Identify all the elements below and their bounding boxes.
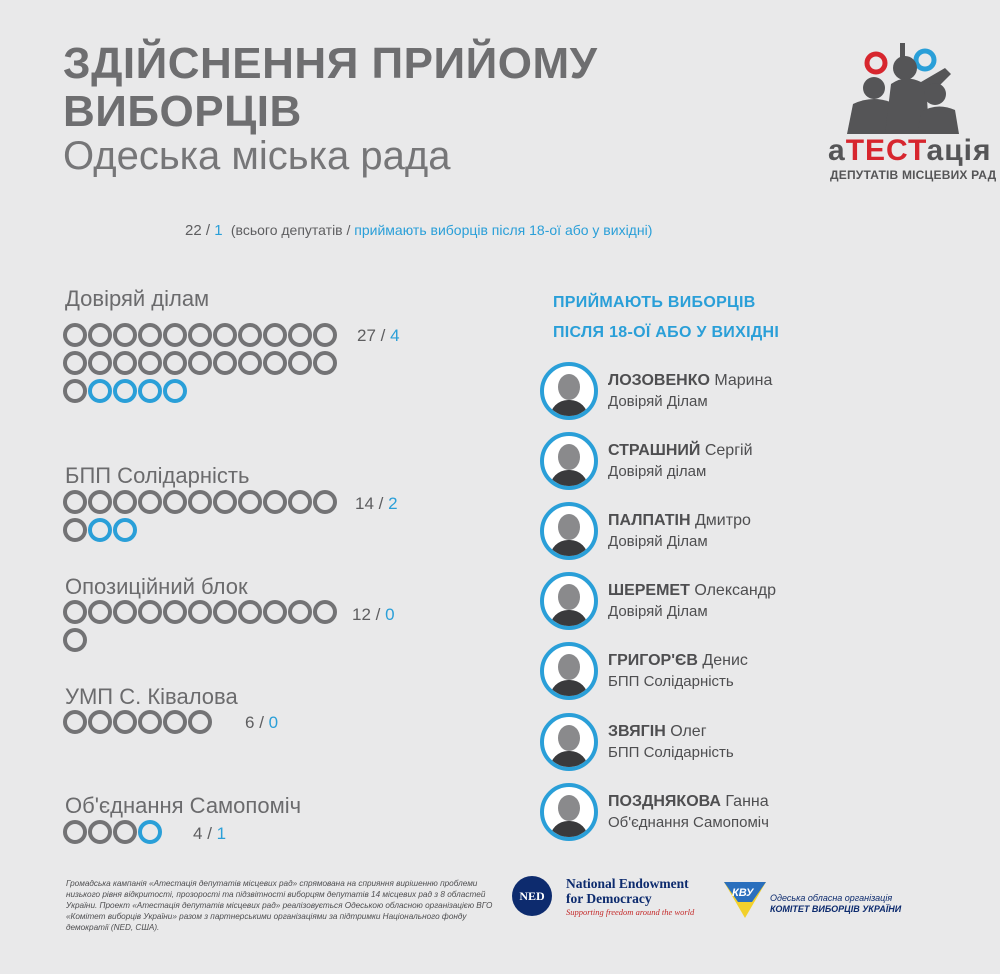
- receiving-heading: ПРИЙМАЮТЬ ВИБОРЦІВ ПІСЛЯ 18-ОЇ АБО У ВИХІДНІ: [553, 294, 780, 341]
- deputy-circle-receiving: [113, 379, 137, 403]
- party-name: Опозиційний блок: [65, 574, 248, 599]
- deputy-circle: [88, 490, 112, 514]
- deputy-circle: [138, 323, 162, 347]
- person-card: [540, 642, 860, 702]
- person-photo: [540, 432, 598, 490]
- deputy-circle: [263, 600, 287, 624]
- kvu-text: Одеська обласна організація КОМІТЕТ ВИБОРЦІВ УКРАЇНИ: [770, 893, 902, 914]
- deputy-circle: [113, 820, 137, 844]
- deputy-circle: [113, 351, 137, 375]
- party-name: Довіряй ділам: [65, 286, 210, 311]
- person-party: Довіряй Ділам: [608, 533, 708, 550]
- deputy-circle: [313, 323, 337, 347]
- person-photo: [540, 713, 598, 771]
- person-name: ГРИГОР'ЄВ Денис: [608, 652, 748, 669]
- summary-total: 22: [185, 222, 202, 239]
- deputy-circle: [213, 323, 237, 347]
- ned-tagline: Supporting freedom around the world: [566, 907, 695, 917]
- person-party: БПП Солідарність: [608, 673, 734, 690]
- person-name: СТРАШНИЙ Сергій: [608, 442, 753, 459]
- deputy-circle: [63, 628, 87, 652]
- deputy-circle: [138, 490, 162, 514]
- deputy-circle: [313, 351, 337, 375]
- person-name: ЗВЯГІН Олег: [608, 723, 707, 740]
- deputy-circle: [163, 490, 187, 514]
- deputy-circle: [288, 351, 312, 375]
- party-circles: [63, 600, 353, 656]
- person-card: [540, 362, 860, 422]
- deputy-circle: [163, 323, 187, 347]
- deputy-circle: [188, 710, 212, 734]
- deputy-circle: [138, 351, 162, 375]
- party-count: 6 / 0: [245, 713, 279, 732]
- deputy-circle: [138, 710, 162, 734]
- party-name: УМП С. Ківалова: [65, 684, 238, 709]
- person-name: ШЕРЕМЕТ Олександр: [608, 582, 776, 599]
- person-card: [540, 502, 860, 562]
- deputy-circle: [88, 820, 112, 844]
- deputy-circle: [188, 323, 212, 347]
- deputy-circle: [188, 600, 212, 624]
- deputy-circle: [263, 323, 287, 347]
- person-party: Довіряй Ділам: [608, 393, 708, 410]
- deputy-circle: [163, 710, 187, 734]
- party-count: 12 / 0: [352, 605, 395, 624]
- party-count: 4 / 1: [193, 824, 227, 843]
- deputy-circle: [63, 710, 87, 734]
- summary-receiving: 1: [214, 222, 223, 239]
- deputy-circle: [88, 600, 112, 624]
- person-photo: [540, 362, 598, 420]
- logo-wordmark: аТЕСТація: [828, 134, 992, 167]
- person-name: ПАЛПАТІН Дмитро: [608, 512, 751, 529]
- party-circles: [63, 323, 353, 407]
- person-card: [540, 572, 860, 632]
- party-name: БПП Солідарність: [65, 463, 250, 488]
- person-photo: [540, 783, 598, 841]
- deputy-circle: [63, 600, 87, 624]
- deputy-circle: [238, 323, 262, 347]
- logo-subtitle: ДЕПУТАТІВ МІСЦЕВИХ РАД: [830, 168, 997, 182]
- party-circles: [63, 490, 353, 546]
- deputy-circle: [138, 600, 162, 624]
- party-count: 27 / 4: [357, 326, 400, 345]
- deputy-circle: [163, 600, 187, 624]
- deputy-circle: [213, 490, 237, 514]
- deputy-circle-receiving: [138, 820, 162, 844]
- deputy-circle: [63, 379, 87, 403]
- deputy-circle: [288, 323, 312, 347]
- deputy-circle: [238, 351, 262, 375]
- deputy-circle: [163, 351, 187, 375]
- summary-label-receiving: приймають виборців після 18-ої або у вихідні): [354, 222, 653, 238]
- person-card: [540, 783, 860, 843]
- deputy-circle: [238, 490, 262, 514]
- deputy-circle-receiving: [88, 379, 112, 403]
- person-party: Довіряй ділам: [608, 463, 707, 480]
- summary-line: 22 / 1 (всього депутатів / приймають виборців після 18-ої або у вихідні): [185, 222, 653, 239]
- deputy-circle: [113, 710, 137, 734]
- deputy-circle: [63, 490, 87, 514]
- deputy-circle-receiving: [88, 518, 112, 542]
- person-card: [540, 713, 860, 773]
- deputy-circle: [113, 323, 137, 347]
- deputy-circle: [63, 323, 87, 347]
- deputy-circle: [263, 490, 287, 514]
- person-party: Об'єднання Самопоміч: [608, 814, 769, 831]
- deputy-circle: [213, 351, 237, 375]
- deputy-circle: [188, 490, 212, 514]
- deputy-circle: [63, 820, 87, 844]
- deputy-circle: [313, 490, 337, 514]
- deputy-circle: [63, 518, 87, 542]
- title-line-1: ЗДІЙСНЕННЯ ПРИЙОМУ: [63, 39, 598, 88]
- kvu-logo: [722, 880, 768, 920]
- person-card: [540, 432, 860, 492]
- deputy-circle: [113, 490, 137, 514]
- deputy-circle-receiving: [138, 379, 162, 403]
- title-line-2: ВИБОРЦІВ: [63, 87, 302, 136]
- deputy-circle: [188, 351, 212, 375]
- party-circles: [63, 710, 353, 738]
- footer-disclaimer: Громадська кампанія «Атестація депутатів місцевих рад» спрямована на сприяння вирішенню проблеми низького рівня відкритості, прозорості та підзвітності виборцям депутатів 14 місцевих рад з 8 областей України. Проект «Атестація депутатів місцевих рад» реалізовується Одеською обласною організацією ВГО «Комітет виборців України» разом з партнерськими організаціями за підтримки Національного фонду демократії (NED, США).: [66, 879, 493, 932]
- deputy-circle: [63, 351, 87, 375]
- person-party: БПП Солідарність: [608, 744, 734, 761]
- deputy-circle: [288, 490, 312, 514]
- summary-label-total: (всього депутатів /: [230, 222, 355, 238]
- deputy-circle: [88, 351, 112, 375]
- deputy-circle-receiving: [163, 379, 187, 403]
- page-subtitle: Одеська міська рада: [63, 134, 451, 178]
- deputy-circle: [313, 600, 337, 624]
- person-photo: [540, 572, 598, 630]
- person-name: ПОЗДНЯКОВА Ганна: [608, 793, 769, 810]
- party-count: 14 / 2: [355, 494, 398, 513]
- ned-name: National Endowment for Democracy: [566, 876, 689, 906]
- person-photo: [540, 642, 598, 700]
- ned-logo: NED: [512, 876, 552, 916]
- deputy-circle: [88, 323, 112, 347]
- deputy-circle-receiving: [113, 518, 137, 542]
- deputy-circle: [113, 600, 137, 624]
- deputy-circle: [238, 600, 262, 624]
- deputy-circle: [263, 351, 287, 375]
- person-photo: [540, 502, 598, 560]
- svg-text:КВУ: КВУ: [732, 887, 754, 899]
- deputy-circle: [213, 600, 237, 624]
- party-name: Об'єднання Самопоміч: [65, 793, 302, 818]
- page-title: [63, 40, 598, 136]
- deputy-circle: [288, 600, 312, 624]
- person-party: Довіряй Ділам: [608, 603, 708, 620]
- deputy-circle: [88, 710, 112, 734]
- person-name: ЛОЗОВЕНКО Марина: [608, 372, 773, 389]
